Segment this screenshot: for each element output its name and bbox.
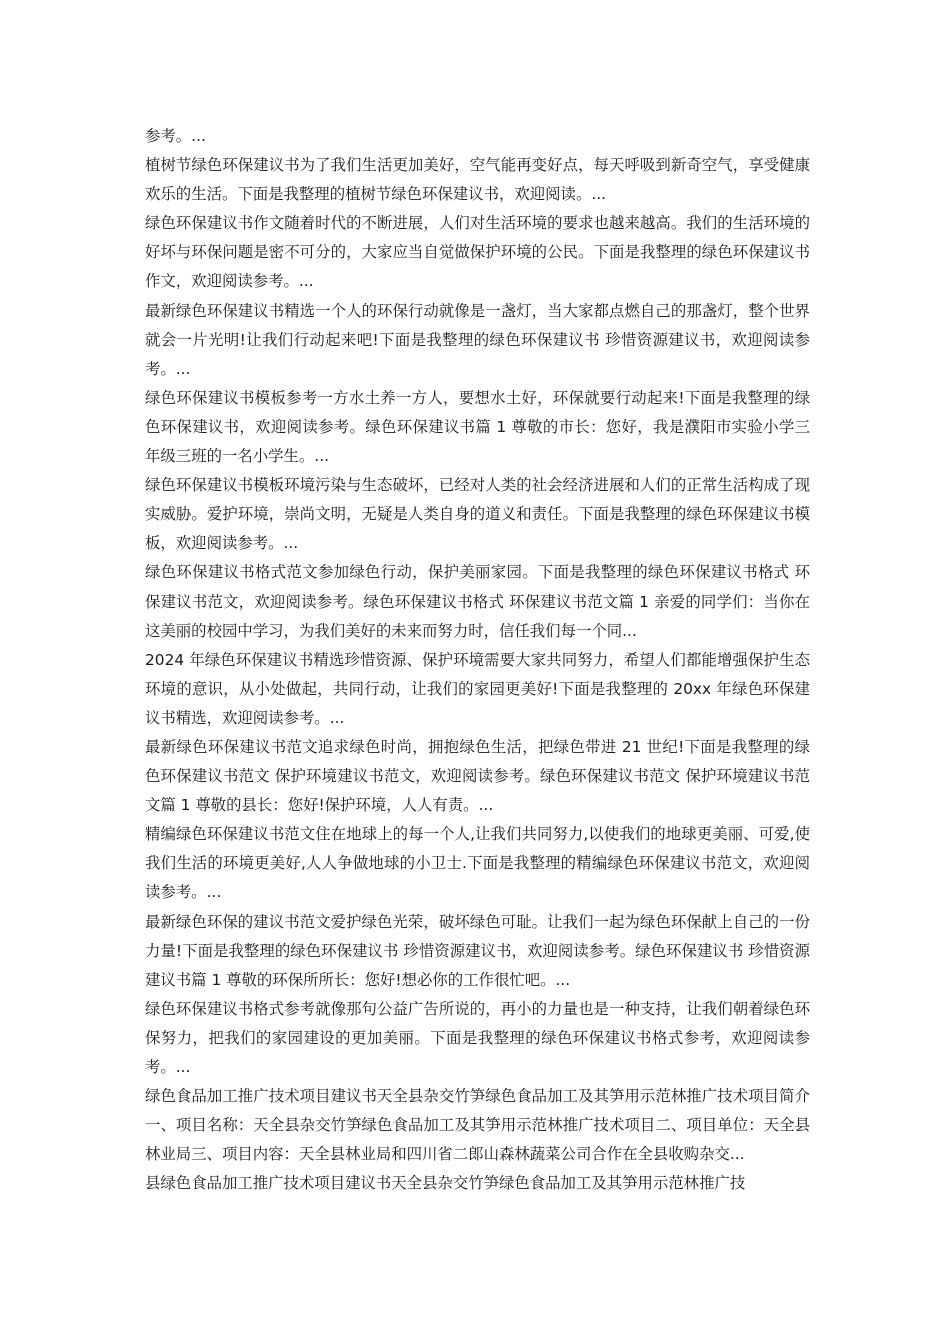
paragraph-4: 最新绿色环保建议书精选一个人的环保行动就像是一盏灯，当大家都点燃自己的那盏灯，整个世界就会一片光明!让我们行动起来吧!下面是我整理的绿色环保建议书 珍惜资源建议书，欢迎阅读参考。... [145,301,810,378]
paragraph-6: 绿色环保建议书模板环境污染与生态破坏，已经对人类的社会经济进展和人们的正常生活构成了现实威胁。爱护环境，崇尚文明，无疑是人类自身的道义和责任。下面是我整理的绿色环保建议书模板，欢迎阅读参考。... [145,476,810,553]
paragraph-7: 绿色环保建议书格式范文参加绿色行动，保护美丽家园。下面是我整理的绿色环保建议书格式 环保建议书范文，欢迎阅读参考。绿色环保建议书格式 环保建议书范文篇 1 亲爱的同学们：当你在这美丽的校园中学习，为我们美好的未来而努力时，信任我们每一个同... [145,563,810,640]
paragraph-13: 绿色食品加工推广技术项目建议书天全县杂交竹笋绿色食品加工及其笋用示范林推广技术项目简介一、项目名称：天全县杂交竹笋绿色食品加工及其笋用示范林推广技术项目二、项目单位：天全县林业局三、项目内容：天全县林业局和四川省二郎山森林蔬菜公司合作在全县收购杂交... [145,1087,810,1164]
paragraph-1: 参考。... [145,127,206,145]
paragraph-14: 县绿色食品加工推广技术项目建议书天全县杂交竹笋绿色食品加工及其笋用示范林推广技 [145,1174,746,1193]
document-body [145,122,810,1198]
paragraph-3: 绿色环保建议书作文随着时代的不断进展，人们对生活环境的要求也越来越高。我们的生活环境的好坏与环保问题是密不可分的，大家应当自觉做保护环境的公民。下面是我整理的绿色环保建议书作文，欢迎阅读参考。... [145,214,810,291]
paragraph-9: 最新绿色环保建议书范文追求绿色时尚，拥抱绿色生活，把绿色带进 21 世纪!下面是我整理的绿色环保建议书范文 保护环境建议书范文，欢迎阅读参考。绿色环保建议书范文 保护环境建议书范文篇 1 尊敬的县长：您好!保护环境，人人有责。... [145,737,810,815]
paragraph-12: 绿色环保建议书格式参考就像那句公益广告所说的，再小的力量也是一种支持，让我们朝着绿色环保努力，把我们的家园建设的更加美丽。下面是我整理的绿色环保建议书格式参考，欢迎阅读参考。... [145,999,810,1076]
paragraph-5: 绿色环保建议书模板参考一方水土养一方人，要想水土好，环保就要行动起来!下面是我整理的绿色环保建议书，欢迎阅读参考。绿色环保建议书篇 1 尊敬的市长：您好，我是濮阳市实验小学三年级三班的一名小学生。... [145,388,810,466]
paragraph-2: 植树节绿色环保建议书为了我们生活更加美好，空气能再变好点，每天呼吸到新奇空气，享受健康欢乐的生活。下面是我整理的植树节绿色环保建议书，欢迎阅读。... [145,156,810,204]
paragraph-10: 精编绿色环保建议书范文住在地球上的每一个人,让我们共同努力,以使我们的地球更美丽、可爱,使我们生活的环境更美好,人人争做地球的小卫士.下面是我整理的精编绿色环保建议书范文，欢迎阅读参考。... [145,825,810,902]
paragraph-8: 2024 年绿色环保建议书精选珍惜资源、保护环境需要大家共同努力，希望人们都能增强保护生态环境的意识，从小处做起，共同行动，让我们的家园更美好!下面是我整理的 20xx 年绿色环保建议书精选，欢迎阅读参考。... [145,650,810,727]
paragraph-11: 最新绿色环保的建议书范文爱护绿色光荣，破坏绿色可耻。让我们一起为绿色环保献上自己的一份力量!下面是我整理的绿色环保建议书 珍惜资源建议书，欢迎阅读参考。绿色环保建议书 珍惜资源建议书篇 1 尊敬的环保所所长：您好!想必你的工作很忙吧。... [145,912,810,989]
